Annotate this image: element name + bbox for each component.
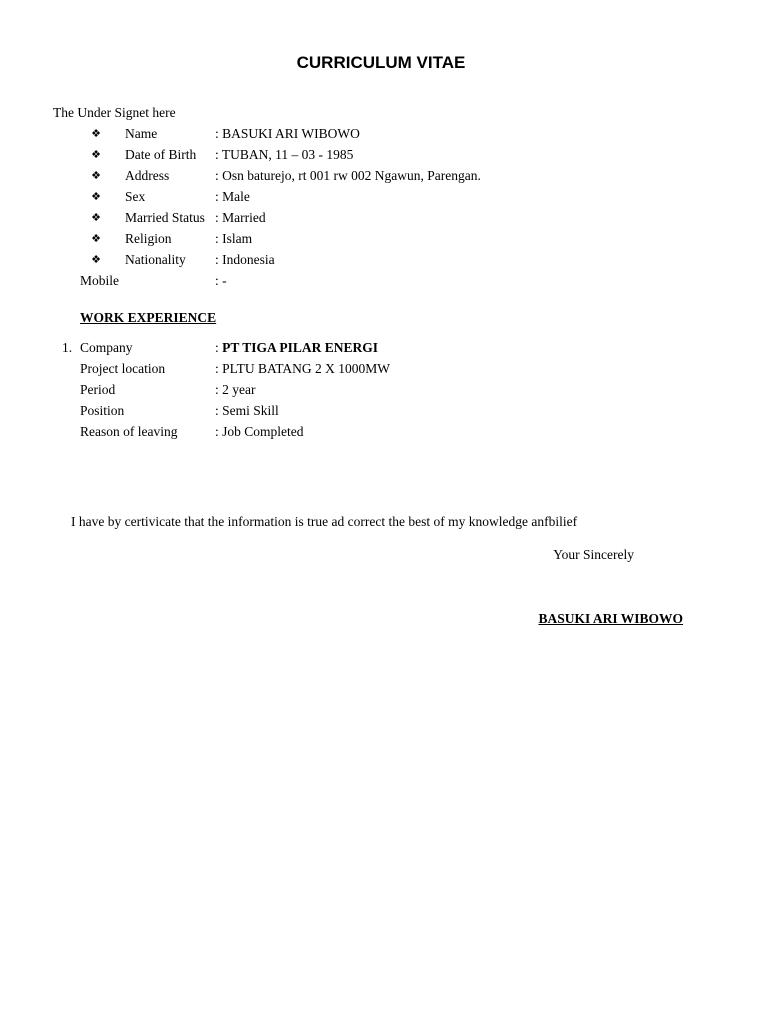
nationality-value: : Indonesia (215, 252, 275, 267)
project-location-value: : PLTU BATANG 2 X 1000MW (215, 361, 391, 376)
married-status-label: Married Status (125, 210, 205, 225)
diamond-bullet-icon: ❖ (91, 127, 101, 140)
entry-number: 1. (62, 340, 73, 355)
diamond-bullet-icon: ❖ (91, 232, 101, 245)
declaration-text: I have by certivicate that the information is true ad correct the best of my knowledge anfbilief (71, 514, 578, 529)
address-value: : Osn baturejo, rt 001 rw 002 Ngawun, Parengan. (215, 168, 481, 183)
diamond-bullet-icon: ❖ (91, 169, 101, 182)
diamond-bullet-icon: ❖ (91, 190, 101, 203)
signature-name: BASUKI ARI WIBOWO (538, 611, 683, 626)
name-value: : BASUKI ARI WIBOWO (215, 126, 360, 141)
reason-of-leaving-label: Reason of leaving (80, 424, 178, 439)
page-title: CURRICULUM VITAE (296, 53, 466, 72)
closing-text: Your Sincerely (553, 547, 634, 562)
diamond-bullet-icon: ❖ (91, 211, 101, 224)
married-status-value: : Married (215, 210, 266, 225)
diamond-bullet-icon: ❖ (91, 253, 101, 266)
mobile-label: Mobile (80, 273, 119, 288)
company-value (215, 340, 378, 356)
position-value: : Semi Skill (215, 403, 279, 418)
company-colon: : (215, 340, 223, 355)
project-location-label: Project location (80, 361, 166, 376)
diamond-bullet-icon: ❖ (91, 148, 101, 161)
mobile-value: : - (215, 273, 227, 288)
date-of-birth-label: Date of Birth (125, 147, 197, 162)
religion-label: Religion (125, 231, 172, 246)
company-label: Company (80, 340, 133, 355)
position-label: Position (80, 403, 125, 418)
date-of-birth-value: : TUBAN, 11 – 03 - 1985 (215, 147, 354, 162)
company-name: PT TIGA PILAR ENERGI (222, 340, 379, 355)
work-experience-heading: WORK EXPERIENCE (80, 310, 217, 325)
religion-value: : Islam (215, 231, 253, 246)
nationality-label: Nationality (125, 252, 186, 267)
period-label: Period (80, 382, 116, 397)
period-value: : 2 year (215, 382, 256, 397)
name-label: Name (125, 126, 158, 141)
address-label: Address (125, 168, 170, 183)
intro-text: The Under Signet here (53, 105, 176, 120)
sex-label: Sex (125, 189, 146, 204)
sex-value: : Male (215, 189, 250, 204)
reason-of-leaving-value: : Job Completed (215, 424, 304, 439)
